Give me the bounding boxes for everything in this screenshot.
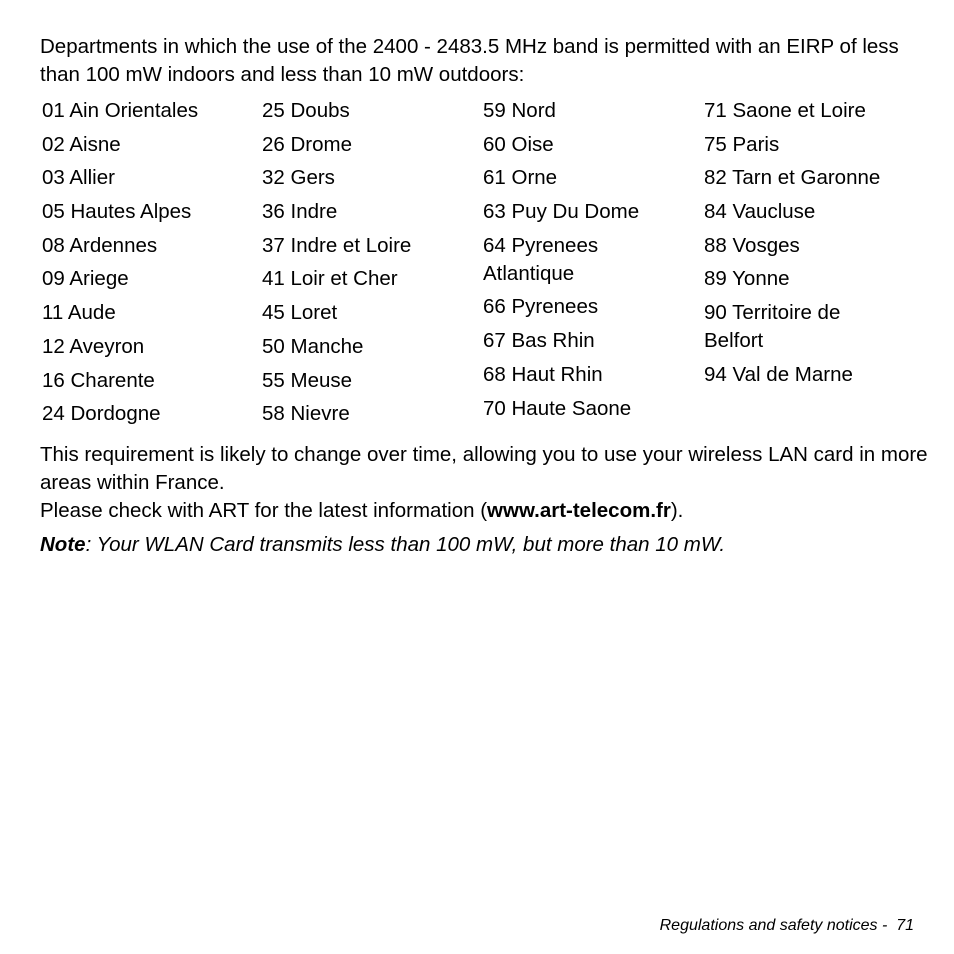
- department-item: 36 Indre: [262, 200, 338, 224]
- department-item: 02 Aisne: [42, 132, 121, 156]
- department-item: 68 Haut Rhin: [483, 362, 603, 386]
- department-item: 24 Dordogne: [42, 402, 161, 426]
- department-item: 12 Aveyron: [42, 334, 145, 358]
- department-item: 32 Gers: [262, 166, 335, 190]
- art-website-link[interactable]: www.art-telecom.fr: [487, 499, 671, 522]
- department-item: 64 Pyrenees Atlantique: [483, 233, 599, 285]
- department-item: 03 Allier: [42, 166, 115, 190]
- note-text: : Your WLAN Card transmits less than 100 mW, but more than 10 mW.: [85, 533, 726, 556]
- department-column-1: [42, 97, 262, 434]
- department-item: 08 Ardennes: [42, 233, 158, 257]
- department-item: 25 Doubs: [262, 99, 350, 122]
- department-item: 89 Yonne: [704, 267, 790, 291]
- department-item: 71 Saone et Loire: [704, 99, 866, 122]
- department-item: 01 Ain Orientales: [42, 99, 199, 122]
- note-label: Note: [40, 533, 86, 556]
- department-column-4: [704, 97, 924, 395]
- department-item: 26 Drome: [262, 132, 353, 156]
- department-item: 61 Orne: [483, 166, 558, 190]
- check-suffix: ).: [670, 499, 684, 522]
- department-item: 70 Haute Saone: [483, 396, 632, 420]
- page-number: 71: [896, 917, 914, 934]
- department-item: 50 Manche: [262, 334, 364, 358]
- note-paragraph: [40, 531, 930, 559]
- requirement-paragraph: This requirement is likely to change over time, allowing you to use your wireless LAN card in more areas within France.: [40, 443, 928, 494]
- department-item: 90 Territoire de Belfort: [704, 301, 841, 353]
- department-item: 45 Loret: [262, 301, 338, 325]
- department-item: 94 Val de Marne: [704, 362, 853, 386]
- department-item: 88 Vosges: [704, 233, 800, 257]
- department-item: 11 Aude: [42, 301, 116, 325]
- department-item: 37 Indre et Loire: [262, 233, 412, 257]
- department-item: 59 Nord: [483, 99, 556, 122]
- department-item: 41 Loir et Cher: [262, 267, 398, 291]
- page-footer: [660, 917, 914, 935]
- department-column-2: [262, 97, 482, 434]
- intro-paragraph: Departments in which the use of the 2400 - 2483.5 MHz band is permitted with an EIRP of less than 100 mW indoors and less than 10 mW outdoors:: [40, 35, 899, 86]
- department-item: 75 Paris: [704, 132, 780, 156]
- footer-section-title: Regulations and safety notices -: [659, 917, 897, 934]
- department-item: 84 Vaucluse: [704, 200, 816, 224]
- department-item: 09 Ariege: [42, 267, 129, 291]
- check-prefix: Please check with ART for the latest information (: [40, 499, 488, 522]
- department-item: 58 Nievre: [262, 402, 350, 426]
- department-item: 16 Charente: [42, 368, 155, 392]
- department-item: 67 Bas Rhin: [483, 329, 595, 353]
- department-item: 63 Puy Du Dome: [483, 200, 640, 224]
- department-column-3: [483, 97, 703, 428]
- department-item: 66 Pyrenees: [483, 295, 599, 319]
- department-item: 55 Meuse: [262, 368, 353, 392]
- department-item: 05 Hautes Alpes: [42, 200, 192, 224]
- department-item: 82 Tarn et Garonne: [704, 166, 881, 190]
- department-item: 60 Oise: [483, 132, 554, 156]
- check-paragraph: [40, 497, 930, 525]
